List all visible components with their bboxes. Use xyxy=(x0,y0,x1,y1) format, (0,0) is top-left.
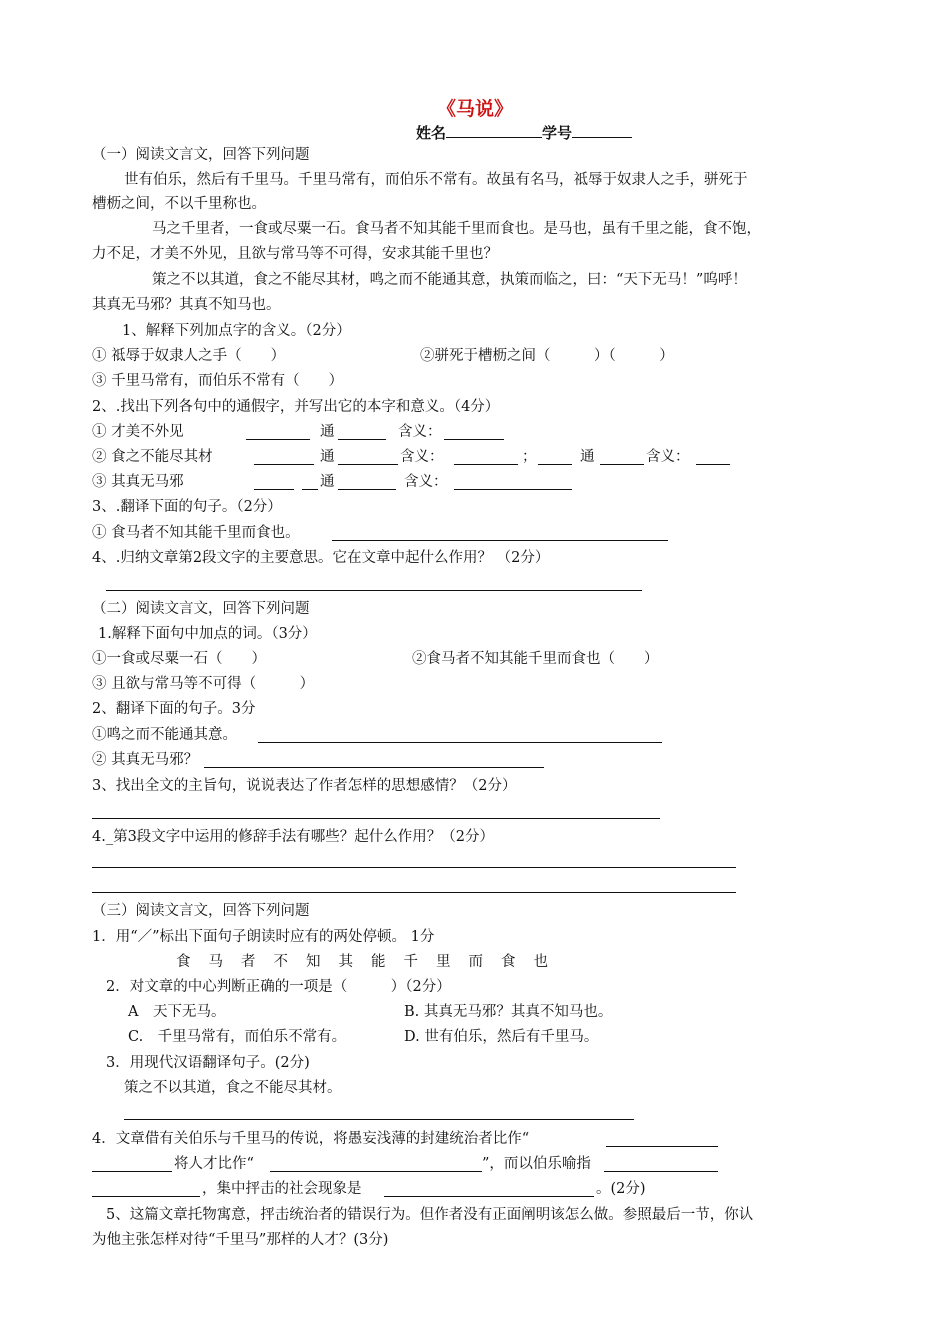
s3-q4-line1: 4．文章借有关伯乐与千里马的传说，将愚妄浅薄的封建统治者比作“ xyxy=(92,1131,530,1147)
s3-q5-line2: 为他主张怎样对待“千里马”那样的人才？(3分) xyxy=(92,1232,389,1248)
name-label: 姓名 xyxy=(416,124,447,142)
hanyi-label: 含义： xyxy=(398,424,442,440)
tong-label: 通 xyxy=(320,474,335,490)
s3-q4-line3a: ，集中抨击的社会现象是 xyxy=(202,1181,362,1197)
s2-heading: （二）阅读文言文，回答下列问题 xyxy=(92,601,310,617)
s2-q2-item2: ② 其真无马邪？ xyxy=(92,752,199,768)
s3-q4-line2a: 将人才比作“ xyxy=(174,1156,254,1172)
s2-q2-item1: ①鸣之而不能通其意。 xyxy=(92,727,237,743)
answer-blank[interactable] xyxy=(454,464,518,465)
answer-blank[interactable] xyxy=(606,1146,718,1147)
s1-q1: 1、解释下列加点字的含义。（2分） xyxy=(122,323,351,339)
s1-q2-item3: ③ 其真无马邪 xyxy=(92,474,184,490)
s1-p1-line1: 世有伯乐，然后有千里马。千里马常有，而伯乐不常有。故虽有名马，祗辱于奴隶人之手，骈死于 xyxy=(124,172,748,188)
s2-q2: 2、翻译下面的句子。3分 xyxy=(92,701,256,717)
s1-q1-item3: ③ 千里马常有，而伯乐不常有（ ） xyxy=(92,373,344,389)
answer-blank[interactable] xyxy=(444,439,504,440)
answer-blank[interactable] xyxy=(384,1196,594,1197)
s2-q4: 4._第3段文字中运用的修辞手法有哪些？起什么作用？（2分） xyxy=(92,829,495,845)
name-blank[interactable] xyxy=(446,123,542,138)
semicolon: ； xyxy=(522,449,537,465)
id-label: 学号 xyxy=(542,124,573,142)
id-blank[interactable] xyxy=(572,123,632,138)
s1-p3-line2: 其真无马邪？其真不知马也。 xyxy=(92,297,281,313)
answer-blank[interactable] xyxy=(538,464,572,465)
answer-blank[interactable] xyxy=(338,439,386,440)
s3-q3-sentence: 策之不以其道，食之不能尽其材。 xyxy=(124,1080,342,1096)
s3-option-d[interactable]: D. 世有伯乐，然后有千里马。 xyxy=(404,1029,599,1045)
hanyi-label: 含义： xyxy=(646,449,690,465)
s1-p2-line2: 力不足，才美不外见，且欲与常马等不可得，安求其能千里也？ xyxy=(92,246,498,262)
answer-blank[interactable] xyxy=(302,489,318,490)
answer-blank[interactable] xyxy=(338,464,398,465)
answer-line[interactable] xyxy=(92,892,736,893)
s3-q4-line3b: 。(2分) xyxy=(596,1181,646,1197)
answer-blank[interactable] xyxy=(92,1171,172,1172)
answer-blank[interactable] xyxy=(604,1171,718,1172)
s3-option-b[interactable]: B. 其真无马邪？其真不知马也。 xyxy=(404,1004,613,1020)
s2-q1-item2: ②食马者不知其能千里而食也（ ） xyxy=(412,651,659,667)
answer-blank[interactable] xyxy=(270,1171,482,1172)
answer-blank[interactable] xyxy=(338,489,396,490)
answer-line[interactable] xyxy=(204,767,544,768)
hanyi-label: 含义： xyxy=(400,449,444,465)
s2-q1-item1: ①一食或尽粟一石（ ） xyxy=(92,651,266,667)
answer-line[interactable] xyxy=(92,818,660,819)
s1-p3-line1: 策之不以其道，食之不能尽其材，鸣之而不能通其意，执策而临之，曰：“天下无马！”呜呼！ xyxy=(152,272,747,288)
answer-line[interactable] xyxy=(92,867,736,868)
answer-blank[interactable] xyxy=(92,1196,200,1197)
tong-label: 通 xyxy=(320,449,335,465)
s1-q2-item1: ① 才美不外见 xyxy=(92,424,184,440)
answer-blank[interactable] xyxy=(454,489,572,490)
answer-blank[interactable] xyxy=(254,489,294,490)
s1-p2-line1: 马之千里者，一食或尽粟一石。食马者不知其能千里而食也。是马也，虽有千里之能，食不饱， xyxy=(152,221,761,237)
answer-line[interactable] xyxy=(106,590,642,591)
tong-label: 通 xyxy=(580,449,595,465)
s3-q1-sentence: 食马者不知其能千里而食也 xyxy=(176,954,566,970)
s2-q3: 3、找出全文的主旨句，说说表达了作者怎样的思想感情？（2分） xyxy=(92,778,517,794)
tong-label: 通 xyxy=(320,424,335,440)
answer-line[interactable] xyxy=(124,1119,634,1120)
s3-q4-line2b: ”，而以伯乐喻指 xyxy=(482,1156,591,1172)
s1-q1-item2: ②骈死于槽枥之间（ ）（ ） xyxy=(420,348,674,364)
s1-q3-item1: ① 食马者不知其能千里而食也。 xyxy=(92,525,300,541)
page-title: 《马说》 xyxy=(436,98,513,120)
s3-q1: 1．用“／”标出下面句子朗读时应有的两处停顿。 1分 xyxy=(92,929,435,945)
s1-q2: 2、.找出下列各句中的通假字，并写出它的本字和意义。（4分） xyxy=(92,399,500,415)
s3-option-c[interactable]: C. 千里马常有，而伯乐不常有。 xyxy=(128,1029,347,1045)
s3-q3: 3．用现代汉语翻译句子。(2分) xyxy=(106,1055,310,1071)
answer-line[interactable] xyxy=(332,540,668,541)
s1-q2-item2: ② 食之不能尽其材 xyxy=(92,449,213,465)
answer-blank[interactable] xyxy=(246,439,310,440)
answer-blank[interactable] xyxy=(696,464,730,465)
hanyi-label: 含义： xyxy=(404,474,448,490)
s3-heading: （三）阅读文言文，回答下列问题 xyxy=(92,903,310,919)
s2-q1-item3: ③ 且欲与常马等不可得（ ） xyxy=(92,676,315,692)
s1-q1-item1: ① 祗辱于奴隶人之手（ ） xyxy=(92,348,286,364)
s1-heading: （一）阅读文言文，回答下列问题 xyxy=(92,147,310,163)
s1-q3: 3、.翻译下面的句子。（2分） xyxy=(92,499,282,515)
s1-q4: 4、.归纳文章第2段文字的主要意思。它在文章中起什么作用？ （2分） xyxy=(92,550,550,566)
s2-q1: 1.解释下面句中加点的词。（3分） xyxy=(98,626,317,642)
s3-option-a[interactable]: A 天下无马。 xyxy=(128,1004,226,1020)
answer-blank[interactable] xyxy=(254,464,314,465)
s3-q5-line1: 5、这篇文章托物寓意，抨击统治者的错误行为。但作者没有正面阐明该怎么做。参照最后一节，你认 xyxy=(106,1207,754,1223)
s3-q2: 2．对文章的中心判断正确的一项是（ ）（2分） xyxy=(106,979,451,995)
s1-p1-line2: 槽枥之间，不以千里称也。 xyxy=(92,196,266,212)
name-id-bar xyxy=(416,122,632,143)
answer-blank[interactable] xyxy=(600,464,644,465)
answer-line[interactable] xyxy=(258,742,662,743)
